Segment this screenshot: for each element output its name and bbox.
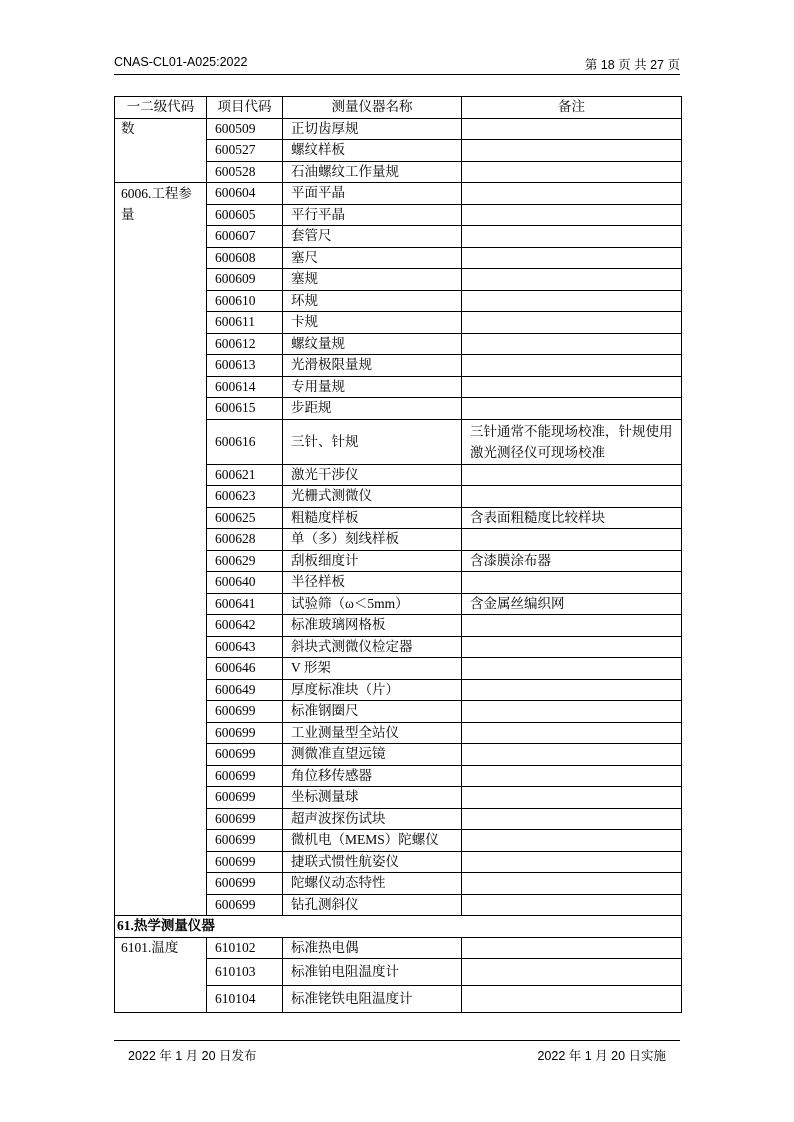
level-label-line: 6006.工程参 [121,186,192,201]
instrument-name: 捷联式惯性航姿仪 [283,851,462,873]
level-code-cell [115,183,207,916]
instrument-name: 三针、针规 [283,419,462,464]
item-code: 600509 [207,118,283,140]
remark: 含漆膜涂布器 [462,550,682,572]
section-title: 61.热学测量仪器 [115,916,682,938]
remark [462,679,682,701]
instrument-name: 卡规 [283,312,462,334]
instrument-name: 标准钢圈尺 [283,701,462,723]
remark [462,894,682,916]
section-row [115,916,682,938]
instrument-name: 坐标测量球 [283,787,462,809]
level-code-cell: 数 [115,118,207,183]
effective-date: 2022 年 1 月 20 日实施 [537,1049,666,1063]
item-code: 600642 [207,615,283,637]
item-code: 600607 [207,226,283,248]
item-code: 600699 [207,851,283,873]
instrument-name: 标准铂电阻温度计 [283,959,462,986]
remark [462,464,682,486]
remark [462,787,682,809]
remark [462,290,682,312]
item-code: 600614 [207,376,283,398]
instrument-name: 正切齿厚规 [283,118,462,140]
table-header-row [115,97,682,119]
remark: 含金属丝编织网 [462,593,682,615]
instrument-name: 试验筛（ω＜5mm） [283,593,462,615]
col-level-code: 一二级代码 [115,97,207,119]
level-code-cell: 6101.温度 [115,937,207,1013]
instrument-name: 螺纹量规 [283,333,462,355]
instrument-name: 激光干涉仪 [283,464,462,486]
page-footer [128,1046,666,1064]
item-code: 600640 [207,572,283,594]
doc-code: CNAS-CL01-A025:2022 [114,55,248,69]
instrument-name: 陀螺仪动态特性 [283,873,462,895]
item-code: 600613 [207,355,283,377]
table-body [115,118,682,1013]
item-code: 600528 [207,161,283,183]
remark [462,118,682,140]
remark [462,398,682,420]
instrument-name: 光滑极限量规 [283,355,462,377]
instrument-name: 单（多）刻线样板 [283,529,462,551]
item-code: 600699 [207,701,283,723]
item-code: 610103 [207,959,283,986]
item-code: 600643 [207,636,283,658]
instrument-name: 平面平晶 [283,183,462,205]
item-code: 600649 [207,679,283,701]
instrument-name: 环规 [283,290,462,312]
remark: 三针通常不能现场校准，针规使用激光测径仪可现场校准 [462,419,682,464]
remark [462,851,682,873]
instrument-name: 套管尺 [283,226,462,248]
item-code: 600699 [207,722,283,744]
instrument-name: 标准玻璃网格板 [283,615,462,637]
remark [462,376,682,398]
instrument-name: 塞规 [283,269,462,291]
item-code: 600621 [207,464,283,486]
remark [462,333,682,355]
item-code: 600615 [207,398,283,420]
item-code: 600605 [207,204,283,226]
instrument-name: 塞尺 [283,247,462,269]
remark [462,204,682,226]
instrument-name: 标准热电偶 [283,937,462,959]
remark [462,808,682,830]
level-label-line: 量 [121,207,135,222]
item-code: 600646 [207,658,283,680]
page-info: 第 18 页 共 27 页 [584,58,680,72]
instrument-name: 步距规 [283,398,462,420]
instrument-name: 测微准直望远镜 [283,744,462,766]
remark [462,486,682,508]
item-code: 600641 [207,593,283,615]
remark [462,312,682,334]
table-row [115,118,682,140]
instrument-name: 微机电（MEMS）陀螺仪 [283,830,462,852]
item-code: 600608 [207,247,283,269]
item-code: 600623 [207,486,283,508]
item-code: 600699 [207,787,283,809]
instrument-name: 专用量规 [283,376,462,398]
instrument-name: 斜块式测微仪检定器 [283,636,462,658]
col-remarks: 备注 [462,97,682,119]
item-code: 600699 [207,744,283,766]
instrument-name: 角位移传感器 [283,765,462,787]
instrument-name: 厚度标准块（片） [283,679,462,701]
remark [462,959,682,986]
item-code: 600611 [207,312,283,334]
remark: 含表面粗糙度比较样块 [462,507,682,529]
instrument-name: 标准铑铁电阻温度计 [283,986,462,1013]
instrument-table [114,96,682,1013]
item-code: 610102 [207,937,283,959]
remark [462,140,682,162]
remark [462,765,682,787]
remark [462,830,682,852]
instrument-name: 钻孔测斜仪 [283,894,462,916]
item-code: 600609 [207,269,283,291]
remark [462,529,682,551]
instrument-name: 刮板细度计 [283,550,462,572]
instrument-name: 粗糙度样板 [283,507,462,529]
remark [462,937,682,959]
remark [462,226,682,248]
remark [462,744,682,766]
remark [462,572,682,594]
col-item-code: 项目代码 [207,97,283,119]
remark [462,355,682,377]
item-code: 600699 [207,894,283,916]
table-row [115,937,682,959]
remark [462,183,682,205]
remark [462,247,682,269]
table-row [115,183,682,205]
remark [462,722,682,744]
col-instrument-name: 测量仪器名称 [283,97,462,119]
item-code: 600628 [207,529,283,551]
item-code: 600699 [207,873,283,895]
instrument-name: 螺纹样板 [283,140,462,162]
item-code: 600699 [207,830,283,852]
item-code: 600699 [207,808,283,830]
instrument-name: 半径样板 [283,572,462,594]
header-rule [114,74,680,75]
item-code: 600629 [207,550,283,572]
instrument-name: 超声波探伤试块 [283,808,462,830]
instrument-name: 工业测量型全站仪 [283,722,462,744]
remark [462,636,682,658]
item-code: 600604 [207,183,283,205]
instrument-name: 石油螺纹工作量规 [283,161,462,183]
item-code: 610104 [207,986,283,1013]
issue-date: 2022 年 1 月 20 日发布 [128,1049,257,1063]
instrument-name: 平行平晶 [283,204,462,226]
instrument-name: V 形架 [283,658,462,680]
remark [462,269,682,291]
remark [462,986,682,1013]
page-header [114,55,680,73]
item-code: 600625 [207,507,283,529]
item-code: 600612 [207,333,283,355]
instrument-name: 光栅式测微仪 [283,486,462,508]
remark [462,701,682,723]
remark [462,658,682,680]
item-code: 600616 [207,419,283,464]
item-code: 600527 [207,140,283,162]
item-code: 600610 [207,290,283,312]
item-code: 600699 [207,765,283,787]
remark [462,615,682,637]
footer-rule [114,1040,680,1041]
remark [462,873,682,895]
remark [462,161,682,183]
